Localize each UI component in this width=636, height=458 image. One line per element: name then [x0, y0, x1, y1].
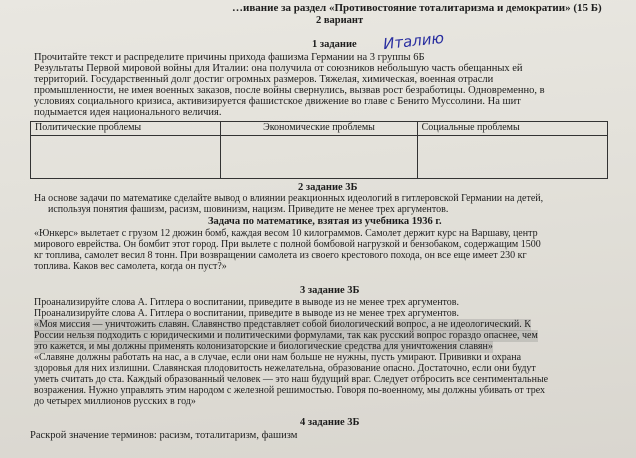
table-cell — [417, 136, 607, 179]
task1-line: Прочитайте текст и распределите причины прихода фашизма Германии на 3 группы 6Б — [34, 52, 425, 63]
table-header-social: Социальные проблемы — [417, 122, 607, 136]
task3-heading: 3 задание 3Б — [300, 285, 360, 296]
problem-line: мирового еврейства. Он бомбит этот город. При вылете с полной бомбовой нагрузкой и бензобаком, содержащим 1500 — [34, 239, 541, 250]
page-title: …ивание за раздел «Противостояние тоталитаризма и демократии» (15 Б) — [232, 2, 602, 14]
quote-line: это кажется, и мы должны применять колонизаторские и биологические средства для уничтожения славян» — [34, 341, 493, 352]
quote-line: здоровья для них излишни. Славянская плодовитость нежелательна, образование опасно. Достаточно, если они будут — [34, 363, 536, 374]
quote-line: «Славяне должны работать на нас, а в случае, если они нам больше не нужны, пусть умирают. Прививки и охрана — [34, 352, 522, 363]
problem-line: топлива. Каков вес самолета, когда он пуст?» — [34, 261, 227, 272]
task1-line: промышленности, не имея военных заказов, после войны свернулись, вызвав рост безработицы. Одновременно, в — [34, 85, 545, 96]
task1-line: территорий. Государственный долг достиг огромных размеров. Тяжелая, химическая, военная отрасли — [34, 74, 494, 85]
variant-label: 2 вариант — [316, 15, 364, 26]
handwritten-note: Италию — [382, 28, 445, 54]
task2-heading: 2 задание 3Б — [298, 182, 358, 193]
task2-subheading: Задача по математике, взятая из учебника 1936 г. — [208, 216, 442, 227]
table-header-economic: Экономические проблемы — [221, 122, 417, 136]
task1-line: Результаты Первой мировой войны для Италии: она получила от союзников небольшую часть обещанных ей — [34, 63, 523, 74]
table-header-political: Политические проблемы — [31, 122, 221, 136]
task3-line: Проанализируйте слова А. Гитлера о воспитании, приведите в выводе из не менее трех аргументов. — [34, 308, 460, 319]
task4-line: Раскрой значение терминов: расизм, тоталитаризм, фашизм — [30, 430, 298, 441]
task2-line: На основе задачи по математике сделайте вывод о влиянии реакционных идеологий в гитлеровской Германии на детей, — [34, 193, 544, 204]
problem-line: «Юнкерс» вылетает с грузом 12 дюжин бомб, каждая весом 10 килограммов. Самолет держит курс на Варшаву, центр — [34, 228, 538, 239]
quote-line: «Моя миссия — уничтожить славян. Славянство представляет собой биологический вопрос, а не идеологический. К — [34, 319, 531, 330]
task1-line: подымается идея национального величия. — [34, 107, 222, 118]
problem-line: кг топлива, самолет весил 8 тонн. При возвращении самолета из своего крестового похода, он все еще имеет 230 кг — [34, 250, 527, 261]
table-cell — [221, 136, 417, 179]
task4-heading: 4 задание 3Б — [300, 417, 360, 428]
table-cell — [31, 136, 221, 179]
causes-table — [30, 121, 608, 179]
quote-line: уметь считать до ста. Каждый образованный человек — это наш будущий враг. Следует отбросить все сентиментальные — [34, 374, 549, 385]
quote-line: до четырех миллионов русских в год» — [34, 396, 196, 407]
task1-heading: 1 задание — [312, 39, 357, 50]
quote-line: России нельзя подходить с юридическими и политическими формулами, так как русский вопрос гораздо опаснее, чем — [34, 330, 538, 341]
task2-line: используя понятия фашизм, расизм, шовинизм, нацизм. Приведите не менее трех аргументов. — [48, 204, 449, 215]
task1-line: условиях социального кризиса, активизируется фашистское движение во главе с Бенито Муссолини. На шит — [34, 96, 521, 107]
task3-line: Проанализируйте слова А. Гитлера о воспитании, приведите в выводе из не менее трех аргументов. — [34, 297, 460, 308]
quote-line: возражения. Нужно управлять этим народом с железной решимостью. Говоря по-военному, мы должны убивать от трех — [34, 385, 546, 396]
